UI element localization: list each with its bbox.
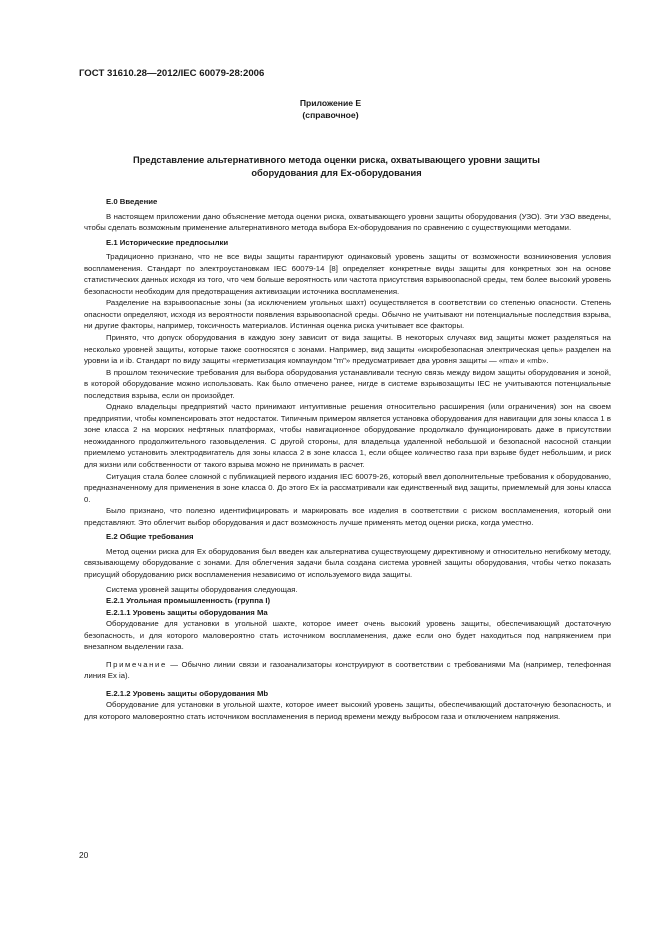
- paragraph: Метод оценки риска для Ex оборудования был введен как альтернатива существующему директивному и относительно негибкому методу, связывающему оборудование с зонами. Для облегчения задачи была создана система уровней защиты оборудования, чтобы четко показать присущий оборудованию риск воспламенения независимо от используемого вида защиты.: [84, 546, 611, 579]
- paragraph: В прошлом технические требования для выбора оборудования устанавливали тесную связь между видом защиты оборудования и зоной, в которой оборудование можно использовать. Как было отмечено ранее, нигде в системе взрывозащиты IEC не учитываются потенциальные последствия взрыва, если он произойдет.: [84, 367, 611, 400]
- paragraph: Оборудование для установки в угольной шахте, которое имеет высокий уровень защиты, обеспечивающий достаточную безопасность, и для которого маловероятно стать источником воспламенения в период времени между выбросом газа и отключением напряжения.: [84, 700, 611, 721]
- section-e2-heading: Е.2 Общие требования: [106, 532, 194, 542]
- annex-title: [90, 154, 583, 179]
- paragraph: Разделение на взрывоопасные зоны (за исключением угольных шахт) осуществляется в соответствии со степенью опасности. Степень опасности определяют, исходя из вероятности появления взрывоопасной среды. Обычно не учитывают ни потенциальные последствия взрыва, ни другие факторы, например, токсичность материалов. Истинная оценка риска учитывает все факторы.: [84, 298, 611, 331]
- page-number: 20: [79, 850, 89, 860]
- paragraph: Система уровней защиты оборудования следующая.: [106, 584, 298, 594]
- note: [84, 659, 611, 682]
- section-e21-heading: Е.2.1 Угольная промышленность (группа I): [106, 596, 271, 606]
- paragraph: Принято, что допуск оборудования в каждую зону зависит от вида защиты. В некоторых случаях вид защиты может разделяться на несколько уровней защиты, которые также соотносятся с зонами. Например, вид защиты «искробезопасная электрическая цепь» разделен на уровни ia и ib. Стандарт по виду защиты «герметизация компаундом "m"» предусматривает два уровня защиты — «ma» и «mb».: [84, 333, 611, 366]
- paragraph: Ситуация стала более сложной с публикацией первого издания IEC 60079-26, который ввел дополнительные требования к оборудованию, предназначенному для применения в зоне класса 0. До этого Ex ia рассматривали как единственный вид защиты, приемлемый для зоны класса 0.: [84, 471, 611, 504]
- paragraph: Традиционно признано, что не все виды защиты гарантируют одинаковый уровень защиты от возможности возникновения условия воспламенения. Стандарт по электроустановкам IEC 60079-14 [8] определяет конкретные виды защиты для конкретных зон на основе статистических данных исходя из того, что чем больше вероятность или частота присутствия взрывоопасной среды, тем более высокий уровень безопасности необходим для предотвращения активизации источника воспламенения.: [84, 252, 611, 296]
- paragraph: Было признано, что полезно идентифицировать и маркировать все изделия в соответствии с риском воспламенения, который они представляют. Это облегчит выбор оборудования и даст возможность лучше применять метод оценки риска, когда уместно.: [84, 506, 611, 527]
- paragraph: В настоящем приложении дано объяснение метода оценки риска, охватывающего уровни защиты оборудования (УЗО). Эти УЗО введены, чтобы сделать возможным применение альтернативного метода выбора Ex-оборудования по сравнению с существующими методами.: [84, 211, 611, 233]
- section-e1-heading: Е.1 Исторические предпосылки: [106, 237, 229, 247]
- annex-label-block: [0, 97, 661, 121]
- standard-header: ГОСТ 31610.28—2012/IEC 60079-28:2006: [79, 68, 265, 79]
- paragraph: Оборудование для установки в угольной шахте, которое имеет очень высокий уровень защиты, обеспечивающий достаточную безопасность, и для которого маловероятно стать источником воспламенения, даже если оно будет находиться под напряжением при внезапном выделении газа.: [84, 619, 611, 652]
- section-e212-heading: Е.2.1.2 Уровень защиты оборудования Mb: [106, 688, 269, 698]
- document-body: [84, 196, 611, 723]
- note-text: — Обычно линии связи и газоанализаторы конструируют в соответствии с требованиями Ма (например, телефонная линия Ex ia).: [84, 659, 611, 681]
- note-lead: Примечание: [106, 659, 167, 669]
- annex-title-line-1: Представление альтернативного метода оценки риска, охватывающего уровни защиты: [133, 155, 540, 165]
- section-e211-heading: Е.2.1.1 Уровень защиты оборудования Ma: [106, 607, 268, 617]
- paragraph: Однако владельцы предприятий часто принимают интуитивные решения относительно расширения (или ограничения) зон на своем предприятии, чтобы компенсировать этот недостаток. Типичным примером является установка оборудования для навигации для зоны класса 1 в зоне класса 2 на морских нефтяных платформах, чтобы навигационное оборудование продолжало функционировать даже в присутствии неожиданного продолжительного газовыделения. С другой стороны, для владельца удаленной небольшой и безопасной насосной станции приемлемо установить электродвигатель для зоны класса 2 в зоне класса 1, если общее количество газа при взрыве будет небольшим, и риск для жизни или собственности от такого взрыва можно не принимать в расчет.: [84, 402, 611, 470]
- annex-kind: (справочное): [302, 110, 359, 120]
- annex-label: Приложение Е: [299, 98, 362, 108]
- section-e0-heading: Е.0 Введение: [106, 197, 158, 206]
- annex-title-line-2: оборудования для Ex-оборудования: [251, 167, 422, 178]
